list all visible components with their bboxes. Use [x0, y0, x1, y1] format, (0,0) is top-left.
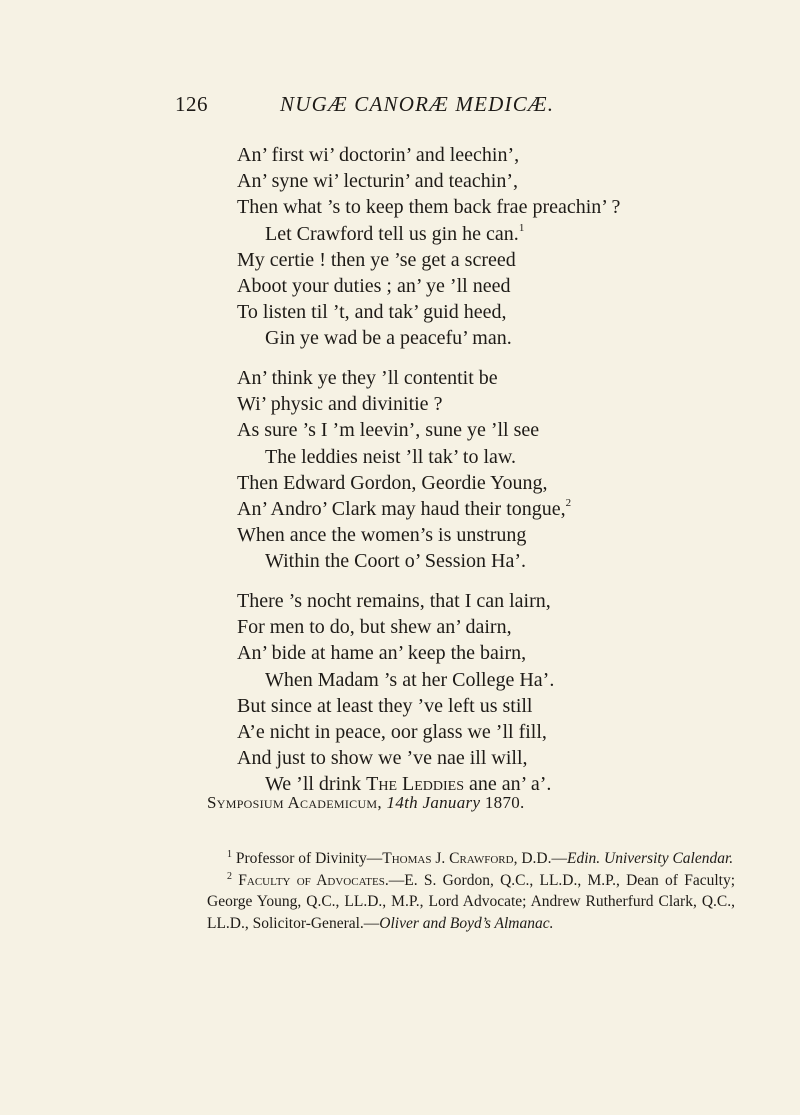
footnote-source: Oliver and Boyd’s Almanac.: [379, 914, 554, 932]
verse-line: [237, 221, 757, 247]
verse-line: A’e nicht in peace, oor glass we ’ll fill,: [237, 720, 547, 743]
verse-line: My certie ! then ye ’se get a screed: [237, 248, 516, 271]
verse-line: Aboot your duties ; an’ ye ’ll need: [237, 274, 511, 297]
footnote-ref-2: 2: [565, 496, 572, 509]
verse-line: An’ syne wi’ lecturin’ and teachin’,: [237, 170, 518, 193]
footnote-text: , D.D.—: [513, 850, 567, 867]
running-title: NUGÆ CANORÆ MEDICÆ.: [280, 92, 555, 116]
verse-line: Then Edward Gordon, Geordie Young,: [237, 471, 548, 494]
verse-line-text: Let Crawford tell us gin he can.: [265, 222, 519, 245]
signature-date: 14th January: [386, 793, 481, 812]
footnote-text: Professor of Divinity—: [235, 850, 383, 867]
verse-line: When ance the women’s is unstrung: [237, 524, 527, 547]
verse-line: Gin ye wad be a peacefu’ man.: [265, 327, 512, 350]
footnote-marker: 1: [227, 849, 232, 860]
symposium-signature: [207, 793, 525, 813]
verse-line: But since at least they ’ve left us still: [237, 694, 533, 717]
toast-name: The Leddies: [366, 773, 465, 796]
footnote-marker: 2: [227, 870, 232, 882]
verse-line: There ’s nocht remains, that I can lairn,: [237, 590, 551, 612]
verse-line: And just to show we ’ve nae ill will,: [237, 747, 528, 770]
verse-line: Wi’ physic and divinitie ?: [237, 393, 443, 416]
verse-line: An’ bide at hame an’ keep the bairn,: [237, 642, 527, 665]
verse-line: As sure ’s I ’m leevin’, sune ye ’ll see: [237, 419, 540, 442]
signature-year: 1870.: [484, 793, 525, 812]
stanza-3: [237, 588, 757, 798]
verse-line: To listen til ’t, and tak’ guid heed,: [237, 301, 507, 324]
verse-line: For men to do, but shew an’ dairn,: [237, 616, 512, 639]
footnotes: [207, 848, 735, 934]
verse-line-text: ane an’ a’.: [464, 773, 552, 796]
verse-line: When Madam ’s at her College Ha’.: [265, 668, 555, 691]
footnote-text: .—E. S. Gordon, Q.C., LL.D., M.P., Dean of Faculty; George Young, Q.C., LL.D., M.P., Lord Advocate; Andrew Rutherfurd Clark, Q.C., LL.D., Solicitor-General.—: [207, 871, 736, 932]
signature-venue: Symposium Academicum,: [207, 793, 382, 812]
footnote-ref-1: 1: [518, 221, 525, 234]
verse-line-text: An’ Andro’ Clark may haud their tongue,: [237, 497, 566, 520]
stanza-1: [237, 142, 757, 352]
running-head: [0, 92, 800, 124]
verse-line: An’ first wi’ doctorin’ and leechin’,: [237, 144, 520, 166]
verse-line-text: We ’ll drink: [265, 773, 367, 796]
verse-line: Then what ’s to keep them back frae preachin’ ?: [237, 196, 621, 219]
page-number: 126: [175, 92, 208, 116]
footnote-1: [207, 848, 735, 870]
verse-line: An’ think ye they ’ll contentit be: [237, 367, 498, 389]
stanza-2: [237, 365, 757, 575]
footnote-name: Thomas J. Crawford: [382, 850, 514, 867]
footnote-source: Edin. University Calendar.: [566, 850, 734, 867]
footnote-2: [207, 870, 735, 935]
verse-line: Within the Coort o’ Session Ha’.: [265, 550, 527, 573]
verse-line: The leddies neist ’ll tak’ to law.: [265, 445, 517, 468]
footnote-lead: Faculty of Advocates: [238, 871, 385, 889]
verse-line: [237, 496, 757, 522]
